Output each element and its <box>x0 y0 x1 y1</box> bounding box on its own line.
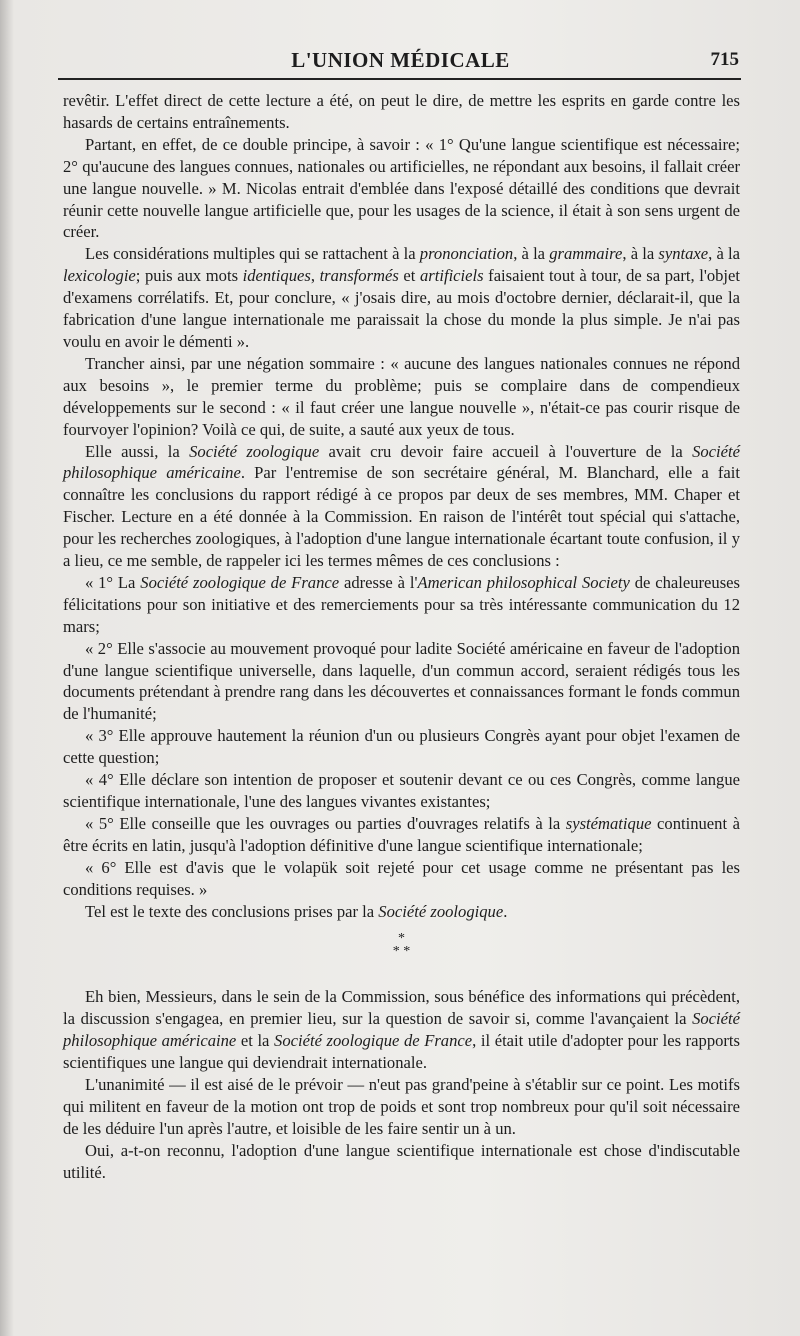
conclusion-item: « 6° Elle est d'avis que le volapük soit rejeté pour cet usage comme ne présentant pas les conditions requises. » <box>63 857 740 899</box>
conclusion-item: « 5° Elle conseille que les ouvrages ou parties d'ouvrages relatifs à la systématique continuent à être écrits en latin, jusqu'à l'adoption définitive d'une langue scientifique internationale; <box>63 813 740 855</box>
paragraph: revêtir. L'effet direct de cette lecture a été, on peut le dire, de mettre les esprits en garde contre les hasards de certains entraînements. <box>63 91 740 132</box>
paragraph: Eh bien, Messieurs, dans le sein de la Commission, sous bénéfice des informations qui précèdent, la discussion s'engagea, en premier lieu, sur la question de savoir si, comme l'avançaient la Société philosophique américaine et la Société zoologique de France, il était utile d'adopter pour les rapports scientifiques une langue qui deviendrait internationale. <box>63 987 741 1073</box>
header-rule <box>58 78 741 80</box>
paragraph: Oui, a-t-on reconnu, l'adoption d'une langue scientifique internationale est chose d'indiscutable utilité. <box>63 1140 740 1182</box>
conclusion-item: « 2° Elle s'associe au mouvement provoqué pour ladite Société américaine en faveur de l'adoption d'une langue scientifique universelle, dans laquelle, d'un commun accord, seraient rédigés tous les documents prétendant à prendre rang dans les découvertes et connaissances formant le fonds commun de l'humanité; <box>63 638 740 724</box>
section-separator: * * * <box>392 931 411 960</box>
conclusion-item: « 4° Elle déclare son intention de proposer et soutenir devant ce ou ces Congrès, comme langue scientifique internationale, l'une des langues vivantes existantes; <box>63 770 740 811</box>
paragraph: L'unanimité — il est aisé de le prévoir — n'eut pas grand'peine à s'établir sur ce point. Les motifs qui militent en faveur de la motion ont trop de poids et sont trop nombreux pour qu'il soit nécessaire de les déduire l'un après l'autre, et loisible de les faire sentir un à un. <box>63 1075 740 1138</box>
paragraph: Trancher ainsi, par une négation sommaire : « aucune des langues nationales connues ne répond aux besoins », le premier terme du problème; puis se complaire dans de compendieux développements sur le second : « il faut créer une langue nouvelle », n'était-ce pas courir risque de fourvoyer l'opinion? Voilà ce qui, de suite, a sauté aux yeux de tous. <box>63 353 740 439</box>
running-title: L'UNION MÉDICALE <box>291 48 510 72</box>
page-header <box>58 44 743 76</box>
body-text <box>63 90 740 1184</box>
paragraph: Tel est le texte des conclusions prises par la Société zoologique. <box>85 901 508 921</box>
conclusion-item: « 1° La Société zoologique de France adresse à l'American philosophical Society de chaleureuses félicitations pour son initiative et des remerciements pour sa très intéressante communication du 12 mars; <box>63 572 741 636</box>
paragraph: Partant, en effet, de ce double principe, à savoir : « 1° Qu'une langue scientifique est nécessaire; 2° qu'aucune des langues connues, nationales ou artificielles, ne répondant aux besoins, il fallait créer une langue nouvelle. » M. Nicolas entrait d'emblée dans l'exposé détaillé des conditions que devrait réunir cette nouvelle langue artificielle que, pour les usages de la science, il était à son sens urgent de créer. <box>63 134 740 242</box>
page-number: 715 <box>710 49 739 70</box>
paragraph: Les considérations multiples qui se rattachent à la prononciation, à la grammaire, à la syntaxe, à la lexicologie; puis aux mots identiques, transformés et artificiels faisaient tout à tour, de sa part, l'objet d'examens corrélatifs. Et, pour conclure, « j'osais dire, au mois d'octobre dernier, déclarait-il, que la fabrication d'une langue internationale me paraissait la chose du monde la plus simple. Je n'ai pas voulu en avoir le démenti ». <box>63 244 741 351</box>
conclusion-item: « 3° Elle approuve hautement la réunion d'un ou plusieurs Congrès ayant pour objet l'examen de cette question; <box>63 726 740 768</box>
paragraph: Elle aussi, la Société zoologique avait cru devoir faire accueil à l'ouverture de la Société philosophique américaine. Par l'entremise de son secrétaire général, M. Blanchard, elle a fait connaître les conclusions du rapport rédigé à ce propos par deux de ses membres, MM. Chaper et Fischer. Lecture en a été donnée à la Commission. En raison de l'intérêt tout spécial qui s'attache, pour les recherches zoologiques, à l'adoption d'une langue internationale écartant toute confusion, il y a lieu, ce me semble, de rappeler ici les termes mêmes de ces conclusions : <box>63 441 741 571</box>
